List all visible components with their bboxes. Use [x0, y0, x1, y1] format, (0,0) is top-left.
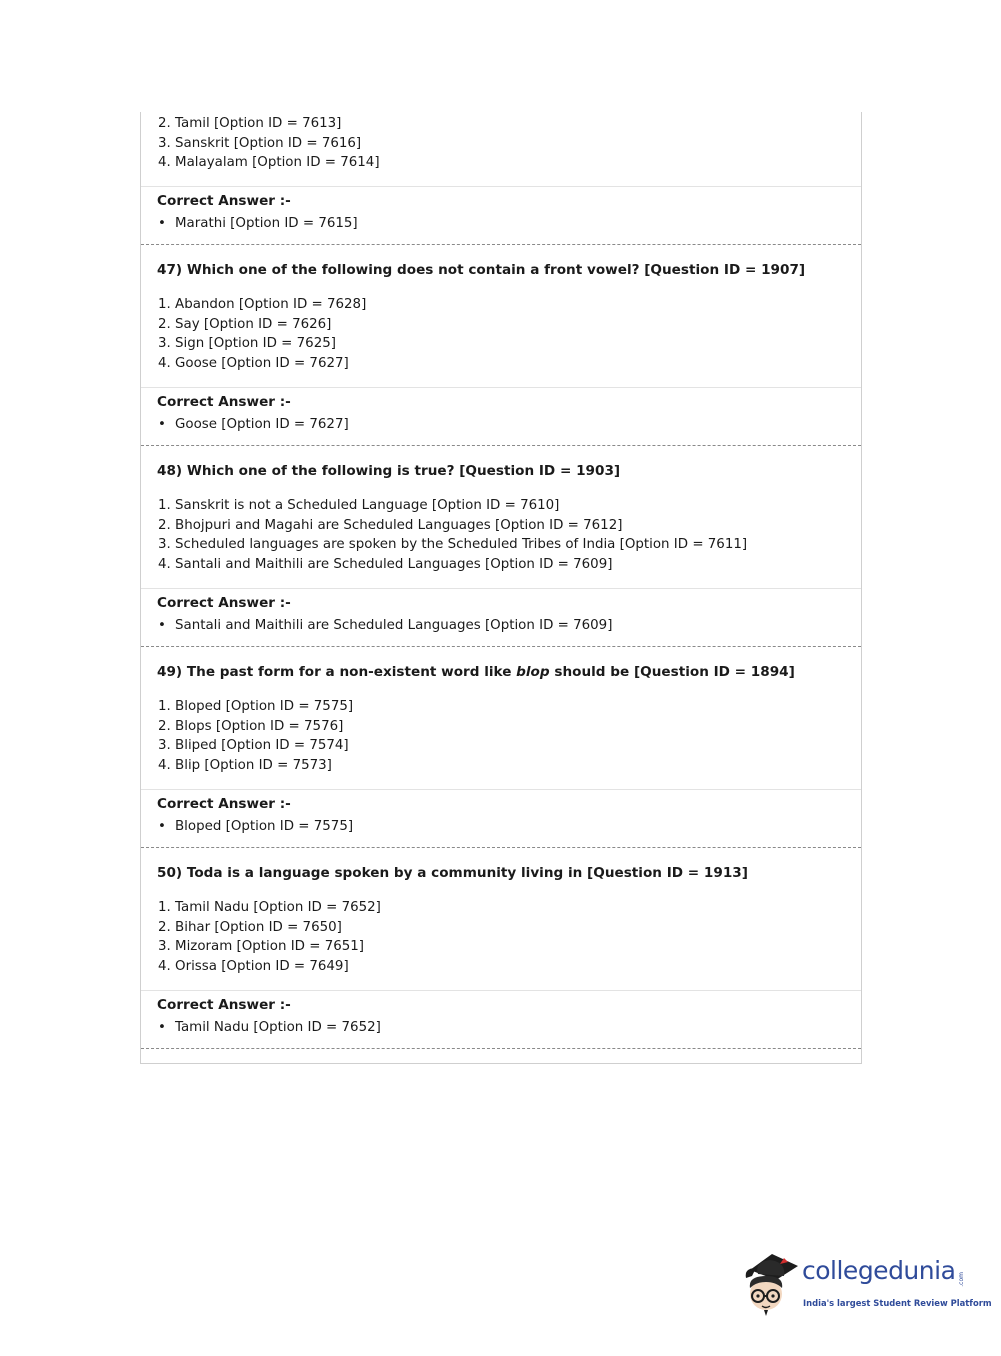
correct-answer-item	[141, 618, 878, 633]
question-title-start: 49) The past form for a non-existent word like	[157, 664, 517, 680]
option-item: 3. Bliped [Option ID = 7574]	[158, 738, 349, 754]
correct-answer-text: Tamil Nadu [Option ID = 7652]	[175, 1020, 381, 1035]
question-title-end: should be [Question ID = 1894]	[549, 664, 795, 680]
options-list	[141, 898, 878, 976]
correct-answer-label: Correct Answer :-	[157, 997, 291, 1013]
option-item: 4. Orissa [Option ID = 7649]	[158, 958, 349, 974]
collegedunia-logo	[740, 1248, 992, 1318]
prev-options-list	[141, 114, 878, 173]
option-item: 4. Malayalam [Option ID = 7614]	[158, 155, 380, 171]
option-item: 2. Bhojpuri and Magahi are Scheduled Languages [Option ID = 7612]	[158, 517, 623, 533]
answer-divider	[141, 789, 861, 790]
correct-answer-item	[141, 417, 878, 432]
bullet-icon: •	[158, 417, 166, 432]
option-item: 4. Santali and Maithili are Scheduled Languages [Option ID = 7609]	[158, 556, 613, 572]
option-item: 2. Bihar [Option ID = 7650]	[158, 919, 342, 935]
question-title: 50) Toda is a language spoken by a community living in [Question ID = 1913]	[157, 865, 748, 881]
bullet-icon: •	[158, 819, 166, 834]
answer-divider	[141, 990, 861, 991]
options-list	[141, 697, 878, 775]
option-item: 2. Say [Option ID = 7626]	[158, 316, 332, 332]
question-divider	[141, 445, 861, 446]
question-divider	[141, 244, 861, 245]
correct-answer-item	[141, 1020, 878, 1035]
option-item: 1. Abandon [Option ID = 7628]	[158, 297, 367, 312]
correct-answer-text: Bloped [Option ID = 7575]	[175, 819, 354, 834]
correct-answer-label: Correct Answer :-	[157, 394, 291, 410]
option-item: 3. Sign [Option ID = 7625]	[158, 336, 336, 352]
option-item: 3. Scheduled languages are spoken by the Scheduled Tribes of India [Option ID = 7611]	[158, 537, 748, 553]
logo-tagline: India's largest Student Review Platform	[803, 1298, 992, 1308]
question-divider	[141, 847, 861, 848]
correct-answer-text: Goose [Option ID = 7627]	[175, 417, 349, 432]
option-item: 4. Goose [Option ID = 7627]	[158, 355, 349, 371]
answer-divider	[141, 387, 861, 388]
correct-answer-item	[141, 216, 878, 231]
bullet-icon: •	[158, 618, 166, 633]
bullet-icon: •	[158, 1020, 166, 1035]
option-item: 2. Tamil [Option ID = 7613]	[158, 116, 342, 131]
option-item: 1. Tamil Nadu [Option ID = 7652]	[158, 900, 381, 915]
answer-divider	[141, 186, 861, 187]
options-list	[141, 496, 878, 574]
correct-answer-label: Correct Answer :-	[157, 796, 291, 812]
correct-answer-text: Marathi [Option ID = 7615]	[175, 216, 358, 231]
question-title: 48) Which one of the following is true? [Question ID = 1903]	[157, 463, 621, 479]
option-item: 1. Sanskrit is not a Scheduled Language [Option ID = 7610]	[158, 498, 560, 513]
logo-com: .com	[958, 1272, 965, 1287]
option-item: 1. Bloped [Option ID = 7575]	[158, 699, 354, 714]
options-list	[141, 295, 878, 373]
option-item: 3. Sanskrit [Option ID = 7616]	[158, 135, 362, 151]
question-divider	[141, 1048, 861, 1049]
question-title	[141, 664, 877, 680]
correct-answer-text: Santali and Maithili are Scheduled Languages [Option ID = 7609]	[175, 618, 613, 633]
question-title-italic-word: blop	[516, 664, 550, 680]
option-item: 4. Blip [Option ID = 7573]	[158, 757, 332, 773]
bullet-icon: •	[158, 216, 166, 231]
question-divider	[141, 646, 861, 647]
option-item: 2. Blops [Option ID = 7576]	[158, 718, 344, 734]
answer-divider	[141, 588, 861, 589]
correct-answer-label: Correct Answer :-	[157, 595, 291, 611]
question-title: 47) Which one of the following does not contain a front vowel? [Question ID = 1907]	[157, 262, 806, 278]
logo-wordmark: collegedunia	[802, 1256, 956, 1285]
question-paper-sheet	[140, 112, 862, 1064]
correct-answer-item	[141, 819, 878, 834]
option-item: 3. Mizoram [Option ID = 7651]	[158, 939, 365, 955]
mascot-icon	[740, 1248, 802, 1318]
correct-answer-label: Correct Answer :-	[157, 193, 291, 209]
